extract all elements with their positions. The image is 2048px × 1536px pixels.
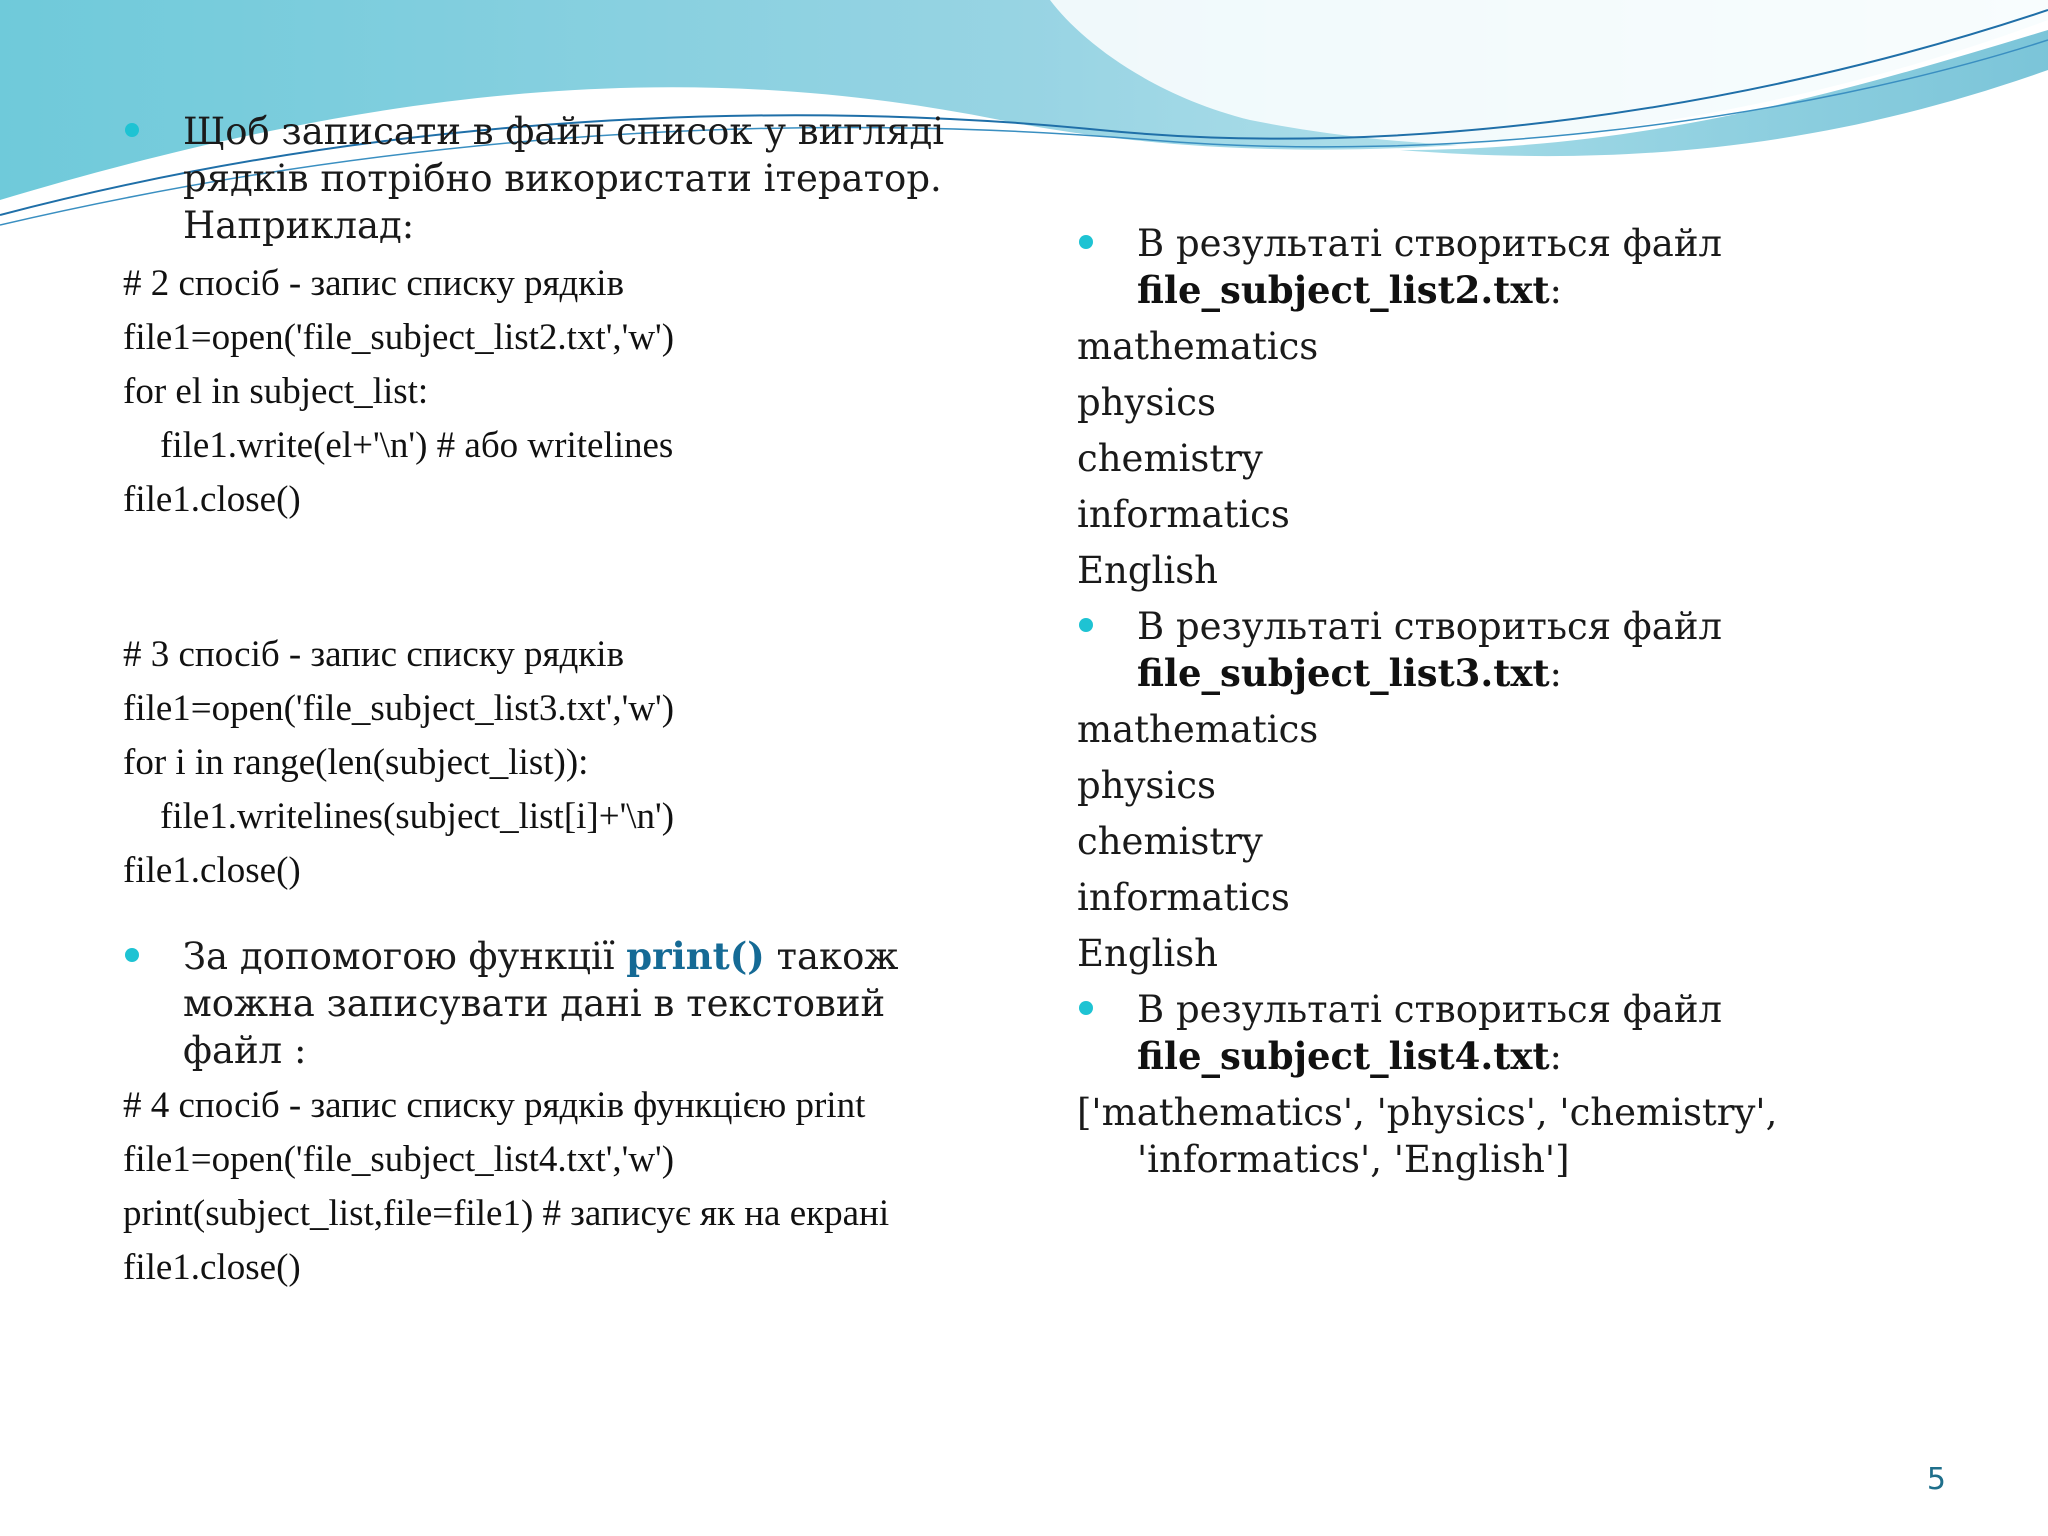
result-text: В результаті створиться файл <box>1137 988 1722 1031</box>
code-line: for el in subject_list: <box>123 371 429 412</box>
colon: : <box>1549 652 1563 695</box>
result-filename: file_subject_list3.txt <box>1137 651 1550 695</box>
output-line: chemistry <box>1077 820 1263 863</box>
result-bullet-list2 <box>1077 220 1997 314</box>
output-list3 <box>1077 706 1997 977</box>
result-bullet-list3 <box>1077 603 1997 697</box>
code-line: file1.close() <box>123 850 301 891</box>
code-line: print(subject_list,file=file1) # записує як на екрані <box>123 1193 890 1234</box>
output-line: informatics <box>1077 876 1290 919</box>
left-column <box>123 108 983 1298</box>
output-line: mathematics <box>1077 708 1319 751</box>
output-line: physics <box>1077 764 1216 807</box>
output-line: English <box>1077 932 1219 975</box>
code-line: # 2 спосіб - запис списку рядків <box>123 263 625 304</box>
code-block-method-2 <box>123 260 983 523</box>
colon: : <box>1549 1035 1563 1078</box>
code-line: file1.writelines(subject_list[i]+'\n') <box>123 796 675 837</box>
colon: : <box>1549 269 1563 312</box>
result-bullet-list4 <box>1077 986 1997 1080</box>
bullet-text: За допомогою функції <box>183 935 627 978</box>
print-function-bullet <box>123 933 983 1074</box>
code-line: # 4 спосіб - запис списку рядків функцією print <box>123 1085 866 1126</box>
result-text: В результаті створиться файл <box>1137 222 1722 265</box>
result-text: В результаті створиться файл <box>1137 605 1722 648</box>
intro-bullet: Щоб записати в файл список у вигляді рядків потрібно використати ітератор. Наприклад: <box>123 108 983 249</box>
code-line: file1=open('file_subject_list4.txt','w') <box>123 1139 675 1180</box>
result-filename: file_subject_list2.txt <box>1137 268 1550 312</box>
code-line: file1.write(el+'\n') # або writelines <box>123 425 674 466</box>
code-line: file1=open('file_subject_list3.txt','w') <box>123 688 675 729</box>
code-line: # 3 спосіб - запис списку рядків <box>123 634 625 675</box>
result-filename: file_subject_list4.txt <box>1137 1034 1550 1078</box>
right-column <box>1077 220 1997 1192</box>
output-line: physics <box>1077 381 1216 424</box>
output-line: chemistry <box>1077 437 1263 480</box>
page-number: 5 <box>1926 1462 1946 1497</box>
code-line: for i in range(len(subject_list)): <box>123 742 589 783</box>
output-line: informatics <box>1077 493 1290 536</box>
bullet-text: також можна записувати дані в текстовий файл : <box>183 935 899 1072</box>
print-keyword: print() <box>626 934 765 978</box>
code-block-method-3 <box>123 631 983 894</box>
code-block-method-4 <box>123 1082 983 1291</box>
output-list-repr: ['mathematics', 'physics', 'chemistry', 'informatics', 'English'] <box>1077 1091 1778 1181</box>
output-list2 <box>1077 323 1997 594</box>
output-line: mathematics <box>1077 325 1319 368</box>
code-line: file1.close() <box>123 479 301 520</box>
code-line: file1.close() <box>123 1247 301 1288</box>
output-line: English <box>1077 549 1219 592</box>
code-line: file1=open('file_subject_list2.txt','w') <box>123 317 675 358</box>
